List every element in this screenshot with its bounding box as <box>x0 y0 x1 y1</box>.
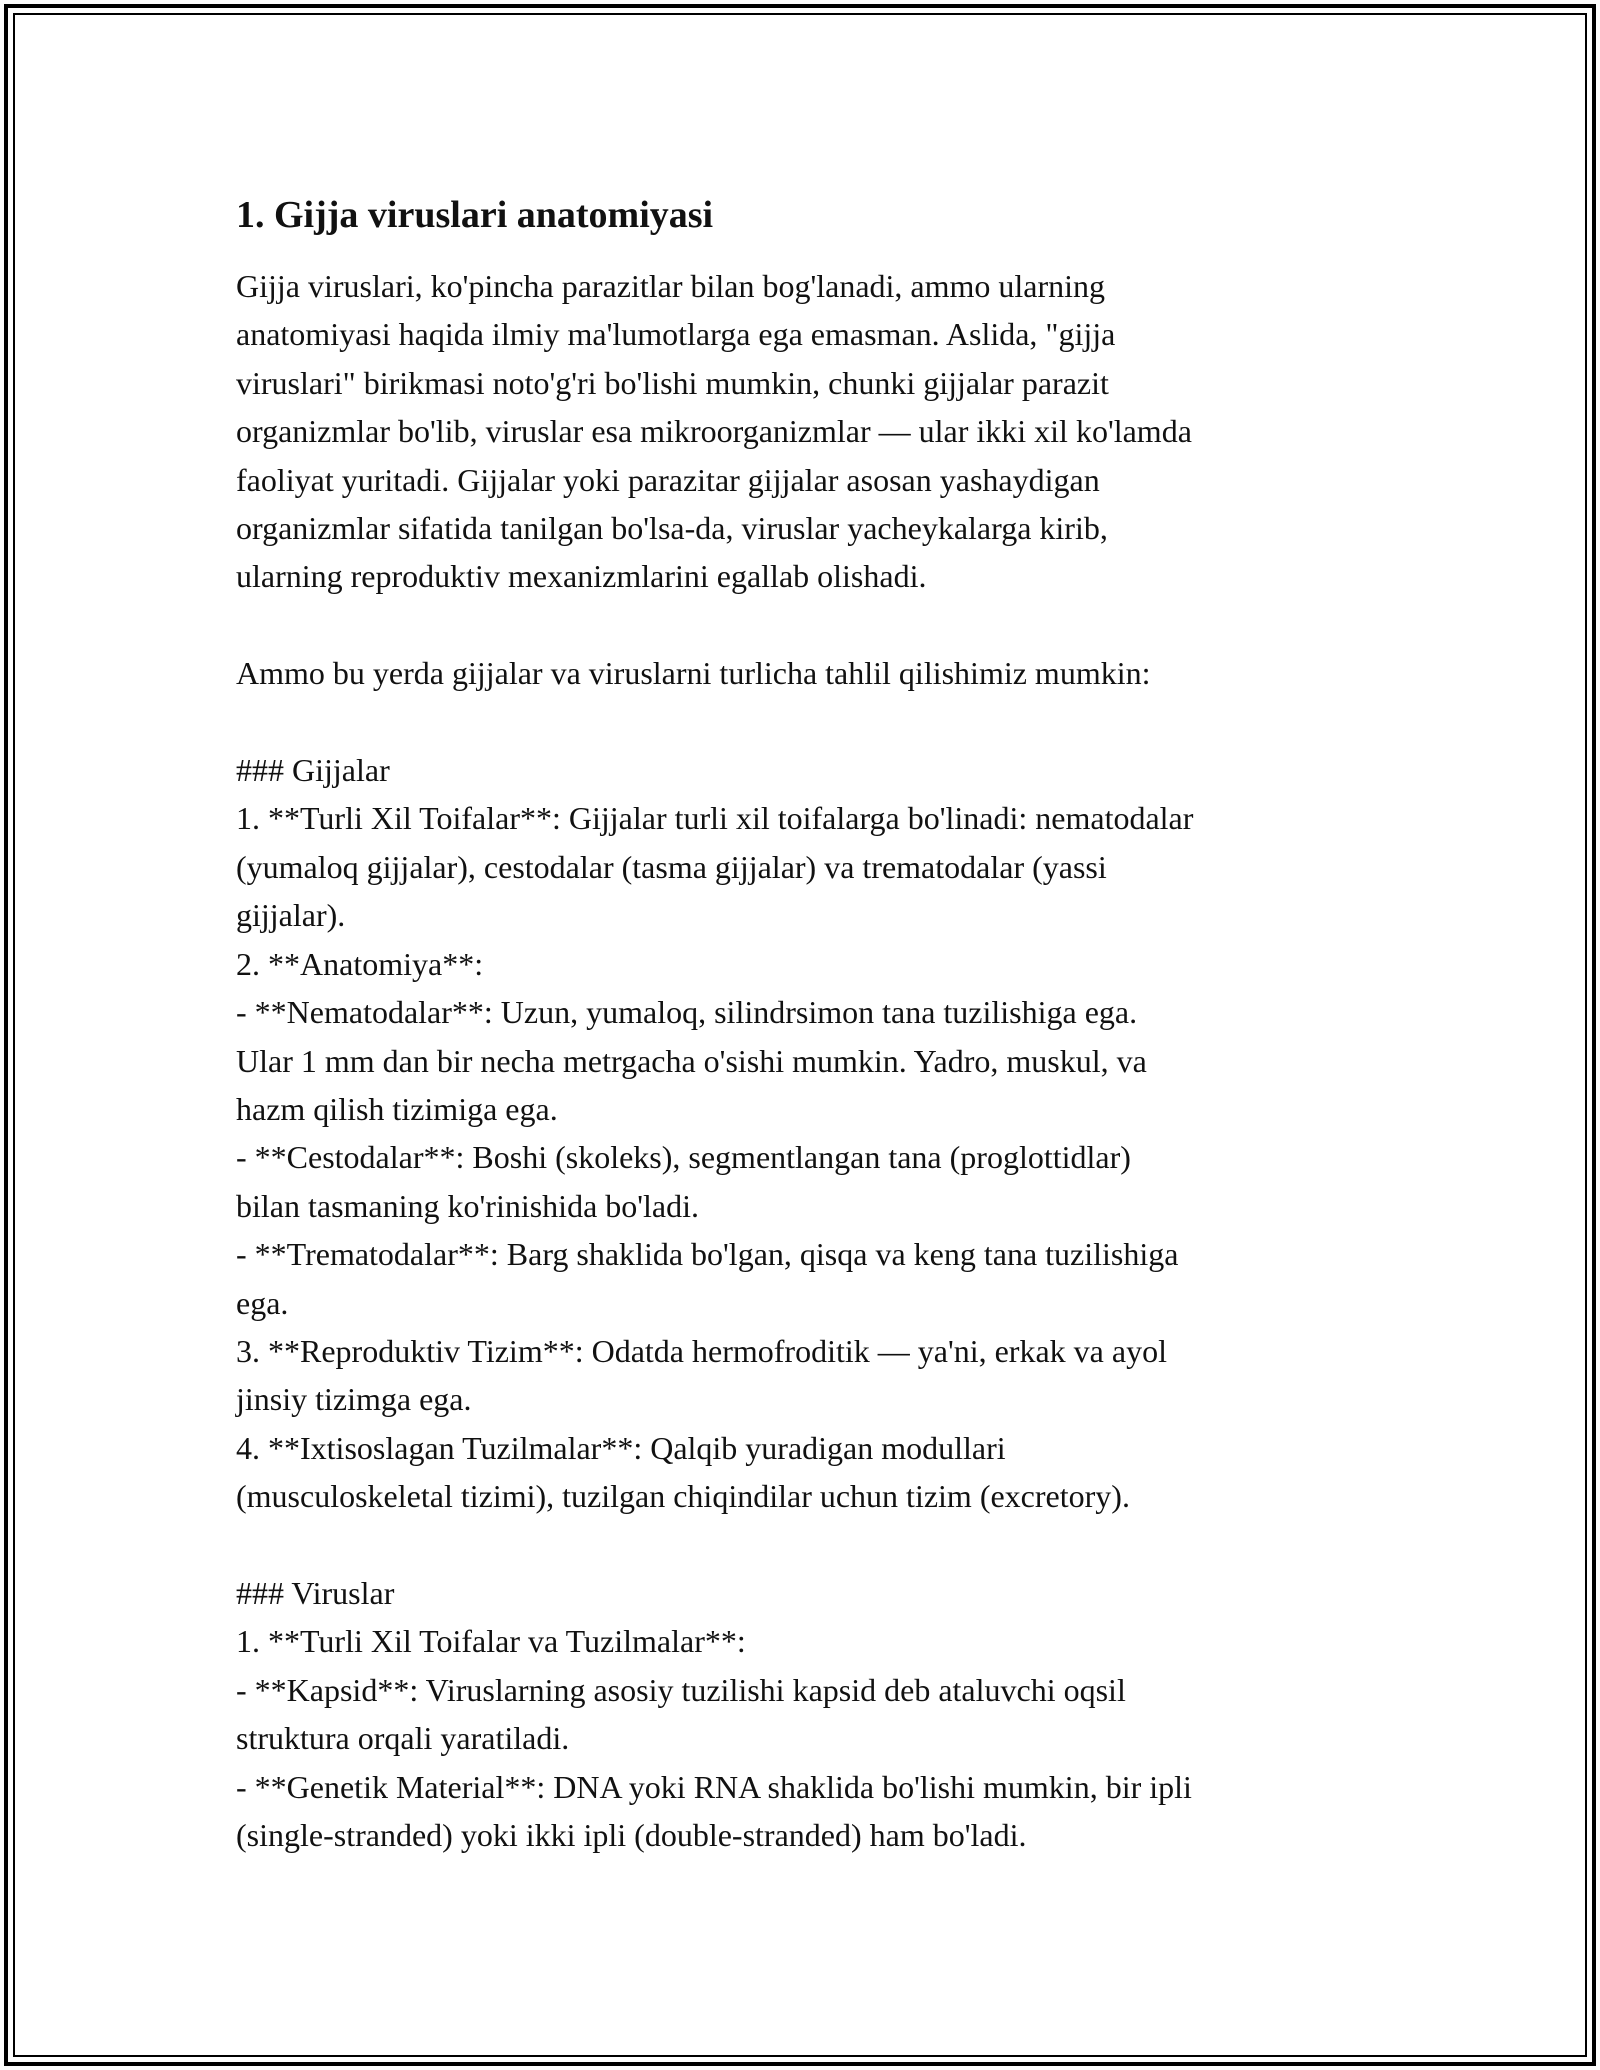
document-content <box>236 180 1376 1859</box>
document-title: 1. Gijja viruslari anatomiyasi <box>236 194 714 236</box>
document-body: Gijja viruslari, ko'pincha parazitlar bilan bog'lanadi, ammo ularning anatomiyasi haqida ilmiy ma'lumotlarga ega emasman. Aslida, "gijja viruslari" birikmasi noto'g'ri bo'lishi mumkin, chunki gijjalar parazit organizmlar bo'lib, viruslar esa mikroorganizmlar — ular ikki xil ko'lamda faoliyat yuritadi. Gijjalar yoki parazitar gijjalar asosan yashaydigan organizmlar sifatida tanilgan bo'lsa-da, viruslar yacheykalarga kirib, ularning reproduktiv mexanizmlarini egallab olishadi. Ammo bu yerda gijjalar va viruslarni turlicha tahlil qilishimiz mumkin: ### Gijjalar 1. **Turli Xil Toifalar**: Gijjalar turli xil toifalarga bo'linadi: nematodalar (yumaloq gijjalar), cestodalar (tasma gijjalar) va trematodalar (yassi gijjalar). 2. **Anatomiya**: - **Nematodalar**: Uzun, yumaloq, silindrsimon tana tuzilishiga ega. Ular 1 mm dan bir necha metrgacha o'sishi mumkin. Yadro, muskul, va hazm qilish tizimiga ega. - **Cestodalar**: Boshi (skoleks), segmentlangan tana (proglottidlar) bilan tasmaning ko'rinishida bo'ladi. - **Trematodalar**: Barg shaklida bo'lgan, qisqa va keng tana tuzilishiga ega. 3. **Reproduktiv Tizim**: Odatda hermofroditik — ya'ni, erkak va ayol jinsiy tizimga ega. 4. **Ixtisoslagan Tuzilmalar**: Qalqib yuradigan modullari (musculoskeletal tizimi), tuzilgan chiqindilar uchun tizim (excretory). ### Viruslar 1. **Turli Xil Toifalar va Tuzilmalar**: - **Kapsid**: Viruslarning asosiy tuzilishi kapsid deb ataluvchi oqsil struktura orqali yaratiladi. - **Genetik Material**: DNA yoki RNA shaklida bo'lishi mumkin, bir ipli (single-stranded) yoki ikki ipli (double-stranded) ham bo'ladi. <box>236 268 1194 1853</box>
